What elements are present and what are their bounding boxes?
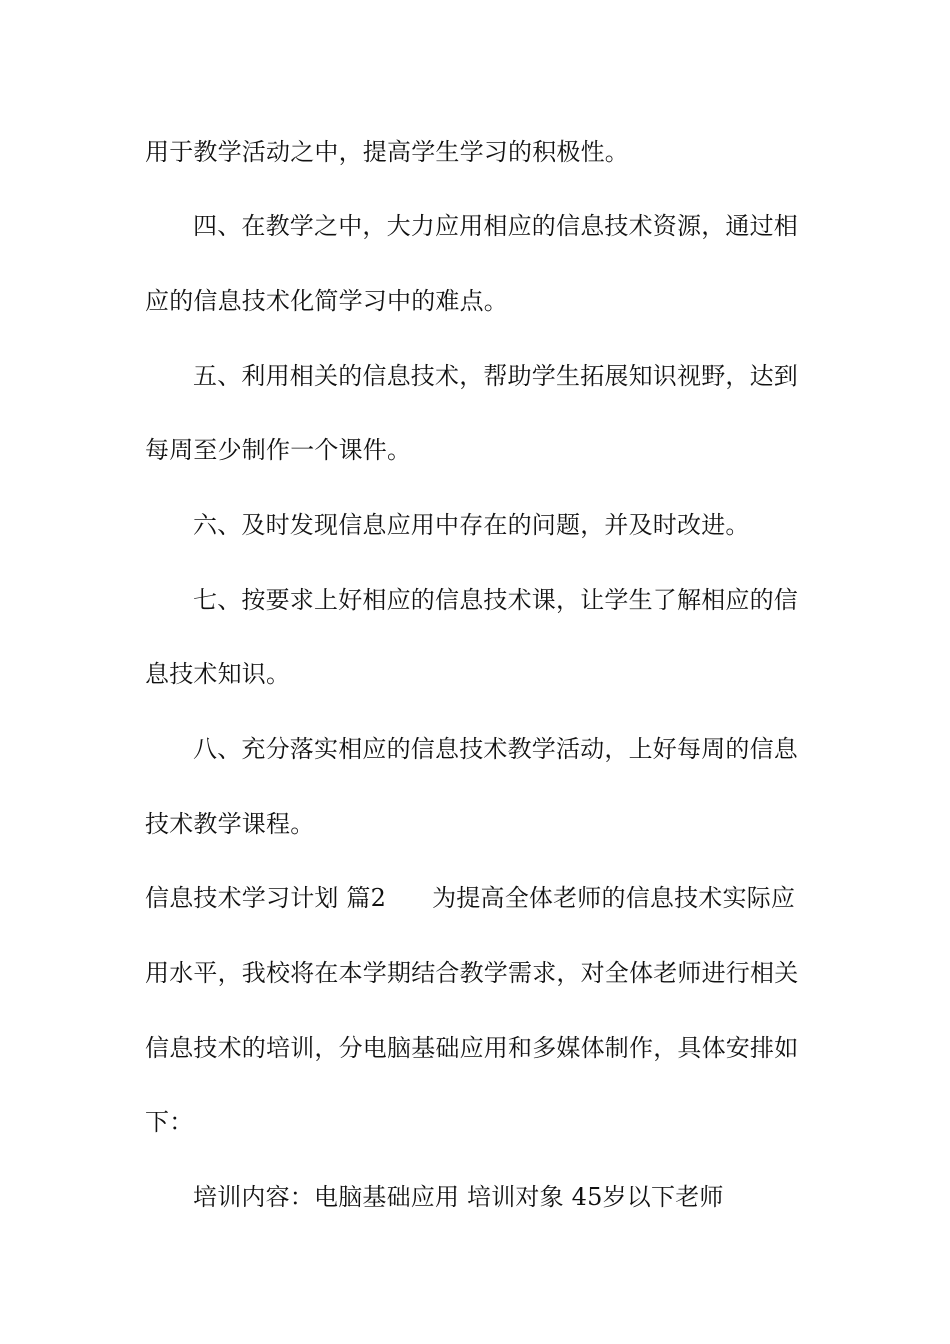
section-intro: 为提高全体老师的信息技术实际应 <box>432 884 796 912</box>
paragraph-line: 技术教学课程。 <box>145 810 315 838</box>
section-heading: 信息技术学习计划 篇2 <box>145 884 387 912</box>
paragraph-line: 八、充分落实相应的信息技术教学活动，上好每周的信息 <box>193 735 798 763</box>
paragraph-line: 七、按要求上好相应的信息技术课，让学生了解相应的信 <box>193 586 798 614</box>
paragraph-line: 息技术知识。 <box>145 660 291 688</box>
paragraph-line: 信息技术的培训，分电脑基础应用和多媒体制作，具体安排如 <box>145 1034 799 1062</box>
paragraph-line: 用水平，我校将在本学期结合教学需求，对全体老师进行相关 <box>145 959 799 987</box>
paragraph-line: 应的信息技术化简学习中的难点。 <box>145 287 508 315</box>
paragraph-line: 六、及时发现信息应用中存在的问题，并及时改进。 <box>193 511 750 539</box>
paragraph-line: 下： <box>145 1108 194 1136</box>
section-heading-line <box>145 882 795 914</box>
training-info-line: 培训内容：电脑基础应用 培训对象 45岁以下老师 <box>193 1183 724 1211</box>
paragraph-line: 用于教学活动之中，提高学生学习的积极性。 <box>145 138 629 166</box>
paragraph-line: 五、利用相关的信息技术，帮助学生拓展知识视野，达到 <box>193 362 798 390</box>
paragraph-line: 每周至少制作一个课件。 <box>145 436 412 464</box>
paragraph-line: 四、在教学之中，大力应用相应的信息技术资源，通过相 <box>193 212 798 240</box>
